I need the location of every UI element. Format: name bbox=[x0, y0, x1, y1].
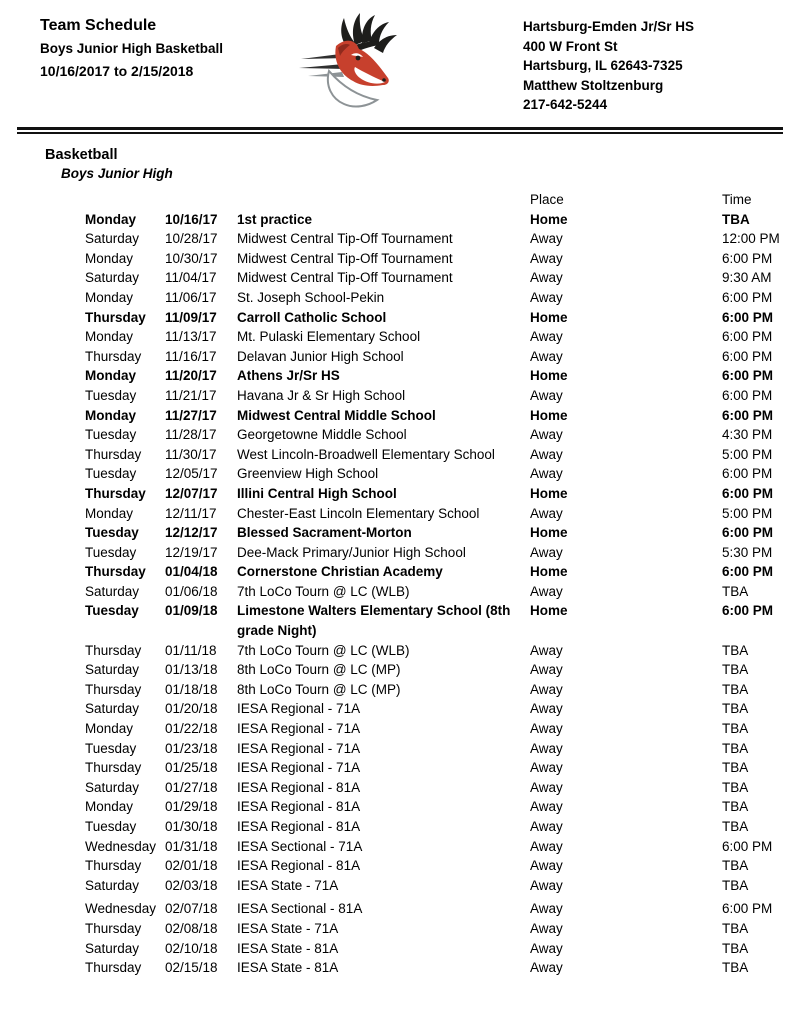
row-day: Saturday bbox=[85, 231, 140, 247]
table-row bbox=[85, 739, 800, 759]
school-address-line1: 400 W Front St bbox=[523, 38, 618, 54]
row-date: 11/20/17 bbox=[165, 368, 217, 384]
table-row bbox=[85, 425, 800, 445]
row-date: 11/13/17 bbox=[165, 329, 217, 345]
row-place: Away bbox=[530, 642, 563, 658]
row-date: 12/12/17 bbox=[165, 525, 218, 541]
table-row bbox=[85, 601, 800, 640]
row-time: TBA bbox=[722, 920, 749, 936]
row-opponent: Blessed Sacrament-Morton bbox=[237, 525, 412, 541]
table-row bbox=[85, 523, 800, 543]
row-place: Away bbox=[530, 446, 563, 462]
row-place: Away bbox=[530, 387, 563, 403]
row-place: Home bbox=[530, 485, 568, 501]
row-opponent: St. Joseph School-Pekin bbox=[237, 289, 385, 305]
row-date: 01/04/18 bbox=[165, 564, 218, 580]
row-opponent: IESA State - 71A bbox=[237, 920, 339, 936]
row-place: Home bbox=[530, 564, 568, 580]
row-date: 02/15/18 bbox=[165, 960, 218, 976]
row-time: TBA bbox=[722, 858, 749, 874]
row-day: Tuesday bbox=[85, 427, 137, 443]
row-opponent: Havana Jr & Sr High School bbox=[237, 387, 406, 403]
row-opponent: 8th LoCo Tourn @ LC (MP) bbox=[237, 662, 401, 678]
row-date: 02/03/18 bbox=[165, 877, 218, 893]
table-row bbox=[85, 366, 800, 386]
row-date: 02/10/18 bbox=[165, 940, 218, 956]
row-opponent: IESA Regional - 81A bbox=[237, 799, 361, 815]
row-time: TBA bbox=[722, 211, 750, 227]
row-date: 01/31/18 bbox=[165, 838, 218, 854]
row-opponent: Limestone Walters Elementary School (8th grade Night) bbox=[237, 603, 511, 639]
row-day: Saturday bbox=[85, 779, 140, 795]
row-opponent: Midwest Central Middle School bbox=[237, 407, 436, 423]
row-time: TBA bbox=[722, 760, 749, 776]
row-place: Away bbox=[530, 544, 563, 560]
row-opponent: Delavan Junior High School bbox=[237, 348, 404, 364]
row-time: TBA bbox=[722, 799, 749, 815]
row-opponent: Chester-East Lincoln Elementary School bbox=[237, 505, 480, 521]
table-row bbox=[85, 797, 800, 817]
row-place: Away bbox=[530, 329, 563, 345]
row-time: 4:30 PM bbox=[722, 427, 773, 443]
row-place: Away bbox=[530, 681, 563, 697]
row-date: 01/27/18 bbox=[165, 779, 218, 795]
document-header bbox=[0, 0, 800, 127]
team-title: Boys Junior High bbox=[61, 166, 173, 181]
row-time: 6:00 PM bbox=[722, 387, 773, 403]
row-place: Away bbox=[530, 721, 563, 737]
row-place: Away bbox=[530, 819, 563, 834]
row-day: Thursday bbox=[85, 642, 142, 658]
row-time: TBA bbox=[722, 701, 749, 717]
row-time: 6:00 PM bbox=[722, 289, 773, 305]
row-opponent: IESA Regional - 71A bbox=[237, 740, 361, 756]
row-time: 12:00 PM bbox=[722, 231, 780, 247]
table-row bbox=[85, 327, 800, 347]
row-time: 6:00 PM bbox=[722, 368, 774, 384]
row-date: 11/09/17 bbox=[165, 309, 217, 325]
table-row bbox=[85, 210, 800, 230]
table-row bbox=[85, 562, 800, 582]
row-opponent: Midwest Central Tip-Off Tournament bbox=[237, 270, 453, 286]
row-opponent: Illini Central High School bbox=[237, 485, 397, 501]
row-day: Thursday bbox=[85, 564, 146, 580]
row-date: 01/09/18 bbox=[165, 603, 218, 619]
table-row bbox=[85, 778, 800, 798]
row-date: 11/21/17 bbox=[165, 387, 217, 403]
row-day: Monday bbox=[85, 505, 134, 521]
team-subtitle: Boys Junior High Basketball bbox=[40, 41, 224, 56]
row-place: Away bbox=[530, 858, 563, 874]
stag-mascot-logo bbox=[298, 10, 410, 114]
row-place: Away bbox=[530, 799, 563, 815]
row-date: 01/18/18 bbox=[165, 681, 218, 697]
row-day: Saturday bbox=[85, 583, 140, 599]
row-date: 12/05/17 bbox=[165, 466, 218, 482]
row-time: TBA bbox=[722, 877, 749, 893]
row-date: 01/29/18 bbox=[165, 799, 218, 815]
row-day: Tuesday bbox=[85, 525, 139, 541]
row-date: 02/08/18 bbox=[165, 920, 218, 936]
header-divider bbox=[17, 127, 783, 134]
row-day: Tuesday bbox=[85, 466, 137, 482]
row-opponent: IESA Regional - 81A bbox=[237, 819, 361, 834]
row-day: Wednesday bbox=[85, 901, 157, 917]
row-day: Monday bbox=[85, 368, 137, 384]
row-day: Thursday bbox=[85, 960, 142, 976]
row-day: Saturday bbox=[85, 877, 140, 893]
row-place: Away bbox=[530, 348, 563, 364]
row-day: Monday bbox=[85, 211, 137, 227]
place-column-header: Place bbox=[530, 192, 564, 207]
table-row bbox=[85, 288, 800, 308]
row-opponent: Midwest Central Tip-Off Tournament bbox=[237, 250, 453, 266]
row-day: Tuesday bbox=[85, 819, 137, 834]
row-opponent: IESA Regional - 71A bbox=[237, 701, 361, 717]
row-date: 01/11/18 bbox=[165, 642, 217, 658]
row-place: Away bbox=[530, 466, 563, 482]
row-day: Saturday bbox=[85, 701, 140, 717]
row-time: 5:00 PM bbox=[722, 446, 773, 462]
row-opponent: West Lincoln-Broadwell Elementary School bbox=[237, 446, 495, 462]
row-time: TBA bbox=[722, 662, 749, 678]
row-time: 6:00 PM bbox=[722, 309, 774, 325]
season-date-range: 10/16/2017 to 2/15/2018 bbox=[40, 63, 194, 79]
row-date: 12/19/17 bbox=[165, 544, 218, 560]
row-day: Tuesday bbox=[85, 387, 137, 403]
row-opponent: 7th LoCo Tourn @ LC (WLB) bbox=[237, 583, 410, 599]
school-name: Hartsburg-Emden Jr/Sr HS bbox=[523, 19, 695, 34]
row-place: Home bbox=[530, 368, 568, 384]
school-address-line2: Hartsburg, IL 62643-7325 bbox=[523, 58, 683, 73]
row-time: 6:00 PM bbox=[722, 564, 774, 580]
row-day: Thursday bbox=[85, 920, 142, 936]
table-row bbox=[85, 719, 800, 739]
row-time: 6:00 PM bbox=[722, 466, 773, 482]
row-time: TBA bbox=[722, 740, 749, 756]
row-time: TBA bbox=[722, 960, 749, 976]
page-title: Team Schedule bbox=[40, 17, 157, 34]
row-time: 6:00 PM bbox=[722, 407, 774, 423]
table-body bbox=[0, 210, 800, 978]
table-row bbox=[85, 406, 800, 426]
row-place: Home bbox=[530, 407, 568, 423]
row-time: TBA bbox=[722, 583, 749, 599]
row-place: Home bbox=[530, 603, 568, 619]
row-opponent: Greenview High School bbox=[237, 466, 379, 482]
row-opponent: IESA Regional - 81A bbox=[237, 779, 361, 795]
row-place: Away bbox=[530, 940, 563, 956]
row-time: 6:00 PM bbox=[722, 525, 774, 541]
row-day: Saturday bbox=[85, 270, 140, 286]
row-day: Thursday bbox=[85, 485, 146, 501]
table-row bbox=[85, 758, 800, 778]
row-day: Monday bbox=[85, 250, 134, 266]
row-date: 11/27/17 bbox=[165, 407, 217, 423]
row-opponent: 7th LoCo Tourn @ LC (WLB) bbox=[237, 642, 410, 658]
table-row bbox=[85, 543, 800, 563]
table-row bbox=[85, 347, 800, 367]
row-place: Away bbox=[530, 250, 563, 266]
row-place: Away bbox=[530, 740, 563, 756]
table-row bbox=[85, 464, 800, 484]
row-date: 02/07/18 bbox=[165, 901, 218, 917]
row-day: Monday bbox=[85, 721, 134, 737]
row-day: Monday bbox=[85, 289, 134, 305]
contact-name: Matthew Stoltzenburg bbox=[523, 77, 664, 93]
row-date: 01/23/18 bbox=[165, 740, 218, 756]
row-place: Home bbox=[530, 211, 568, 227]
row-opponent: IESA Regional - 81A bbox=[237, 858, 361, 874]
time-column-header: Time bbox=[722, 192, 752, 207]
row-date: 11/16/17 bbox=[165, 348, 217, 364]
table-header-row bbox=[85, 190, 800, 210]
row-time: 6:00 PM bbox=[722, 348, 773, 364]
table-row bbox=[85, 641, 800, 661]
row-opponent: Carroll Catholic School bbox=[237, 309, 387, 325]
row-opponent: IESA Sectional - 71A bbox=[237, 838, 363, 854]
row-place: Away bbox=[530, 779, 563, 795]
row-time: 5:00 PM bbox=[722, 505, 773, 521]
row-opponent: Athens Jr/Sr HS bbox=[237, 368, 340, 384]
row-opponent: IESA State - 81A bbox=[237, 960, 339, 976]
table-row bbox=[85, 582, 800, 602]
row-day: Saturday bbox=[85, 940, 140, 956]
row-date: 12/07/17 bbox=[165, 485, 218, 501]
row-opponent: IESA State - 81A bbox=[237, 940, 339, 956]
row-place: Home bbox=[530, 309, 568, 325]
row-place: Home bbox=[530, 525, 568, 541]
row-time: 6:00 PM bbox=[722, 901, 773, 917]
row-day: Thursday bbox=[85, 348, 142, 364]
table-row bbox=[85, 837, 800, 857]
table-row bbox=[85, 699, 800, 719]
row-time: 6:00 PM bbox=[722, 250, 773, 266]
table-row bbox=[85, 504, 800, 524]
table-row bbox=[85, 919, 800, 939]
row-day: Saturday bbox=[85, 662, 140, 678]
table-row bbox=[85, 856, 800, 876]
row-opponent: IESA Sectional - 81A bbox=[237, 901, 363, 917]
row-time: TBA bbox=[722, 721, 749, 737]
stag-head-icon bbox=[298, 10, 410, 114]
schedule-table bbox=[0, 190, 800, 978]
row-date: 10/16/17 bbox=[165, 211, 218, 227]
row-date: 11/28/17 bbox=[165, 427, 217, 443]
row-day: Monday bbox=[85, 329, 134, 345]
row-place: Away bbox=[530, 505, 563, 521]
row-day: Tuesday bbox=[85, 603, 139, 619]
row-day: Thursday bbox=[85, 446, 142, 462]
table-row bbox=[85, 680, 800, 700]
row-day: Tuesday bbox=[85, 740, 137, 756]
table-row bbox=[85, 660, 800, 680]
table-row bbox=[85, 249, 800, 269]
row-date: 10/28/17 bbox=[165, 231, 218, 247]
row-place: Away bbox=[530, 427, 563, 443]
row-date: 01/22/18 bbox=[165, 721, 218, 737]
table-row bbox=[85, 958, 800, 978]
contact-phone: 217-642-5244 bbox=[523, 97, 608, 112]
row-opponent: IESA Regional - 71A bbox=[237, 760, 361, 776]
row-opponent: Dee-Mack Primary/Junior High School bbox=[237, 544, 466, 560]
row-day: Wednesday bbox=[85, 838, 157, 854]
row-time: 6:00 PM bbox=[722, 603, 774, 619]
sport-title: Basketball bbox=[45, 147, 118, 163]
row-place: Away bbox=[530, 662, 563, 678]
row-date: 01/13/18 bbox=[165, 662, 218, 678]
row-time: TBA bbox=[722, 940, 749, 956]
table-row bbox=[85, 308, 800, 328]
table-row bbox=[85, 876, 800, 896]
table-row bbox=[85, 899, 800, 919]
row-day: Monday bbox=[85, 799, 134, 815]
row-place: Away bbox=[530, 877, 563, 893]
row-place: Away bbox=[530, 701, 563, 717]
row-time: TBA bbox=[722, 819, 749, 834]
row-opponent: IESA State - 71A bbox=[237, 877, 339, 893]
row-time: 5:30 PM bbox=[722, 544, 773, 560]
row-time: 9:30 AM bbox=[722, 270, 772, 286]
row-opponent: Midwest Central Tip-Off Tournament bbox=[237, 231, 453, 247]
table-row bbox=[85, 445, 800, 465]
school-info-block bbox=[523, 17, 694, 115]
row-opponent: Mt. Pulaski Elementary School bbox=[237, 329, 421, 345]
row-place: Away bbox=[530, 289, 563, 305]
row-date: 12/11/17 bbox=[165, 505, 217, 521]
table-row bbox=[85, 229, 800, 249]
row-day: Thursday bbox=[85, 309, 146, 325]
row-place: Away bbox=[530, 760, 563, 776]
row-place: Away bbox=[530, 960, 563, 976]
row-opponent: Georgetowne Middle School bbox=[237, 427, 407, 443]
row-day: Thursday bbox=[85, 858, 142, 874]
row-date: 11/30/17 bbox=[165, 446, 217, 462]
row-place: Away bbox=[530, 270, 563, 286]
header-left-block bbox=[40, 17, 223, 79]
row-date: 02/01/18 bbox=[165, 858, 218, 874]
row-time: TBA bbox=[722, 681, 749, 697]
row-day: Thursday bbox=[85, 760, 142, 776]
row-date: 10/30/17 bbox=[165, 250, 218, 266]
row-time: 6:00 PM bbox=[722, 838, 773, 854]
row-opponent: Cornerstone Christian Academy bbox=[237, 564, 443, 580]
row-date: 01/20/18 bbox=[165, 701, 218, 717]
row-place: Away bbox=[530, 583, 563, 599]
row-date: 01/30/18 bbox=[165, 819, 218, 834]
row-opponent: 8th LoCo Tourn @ LC (MP) bbox=[237, 681, 401, 697]
table-row bbox=[85, 484, 800, 504]
row-place: Away bbox=[530, 901, 563, 917]
row-place: Away bbox=[530, 231, 563, 247]
row-time: TBA bbox=[722, 779, 749, 795]
row-time: 6:00 PM bbox=[722, 485, 774, 501]
row-place: Away bbox=[530, 920, 563, 936]
row-time: TBA bbox=[722, 642, 749, 658]
row-opponent: 1st practice bbox=[237, 211, 313, 227]
row-day: Monday bbox=[85, 407, 137, 423]
table-row bbox=[85, 817, 800, 837]
row-date: 01/25/18 bbox=[165, 760, 218, 776]
row-day: Thursday bbox=[85, 681, 142, 697]
row-date: 11/06/17 bbox=[165, 289, 217, 305]
row-opponent: IESA Regional - 71A bbox=[237, 721, 361, 737]
row-time: 6:00 PM bbox=[722, 329, 773, 345]
row-day: Tuesday bbox=[85, 544, 137, 560]
row-place: Away bbox=[530, 838, 563, 854]
table-row bbox=[85, 268, 800, 288]
table-row bbox=[85, 386, 800, 406]
table-row bbox=[85, 939, 800, 959]
row-date: 11/04/17 bbox=[165, 270, 217, 286]
row-date: 01/06/18 bbox=[165, 583, 218, 599]
